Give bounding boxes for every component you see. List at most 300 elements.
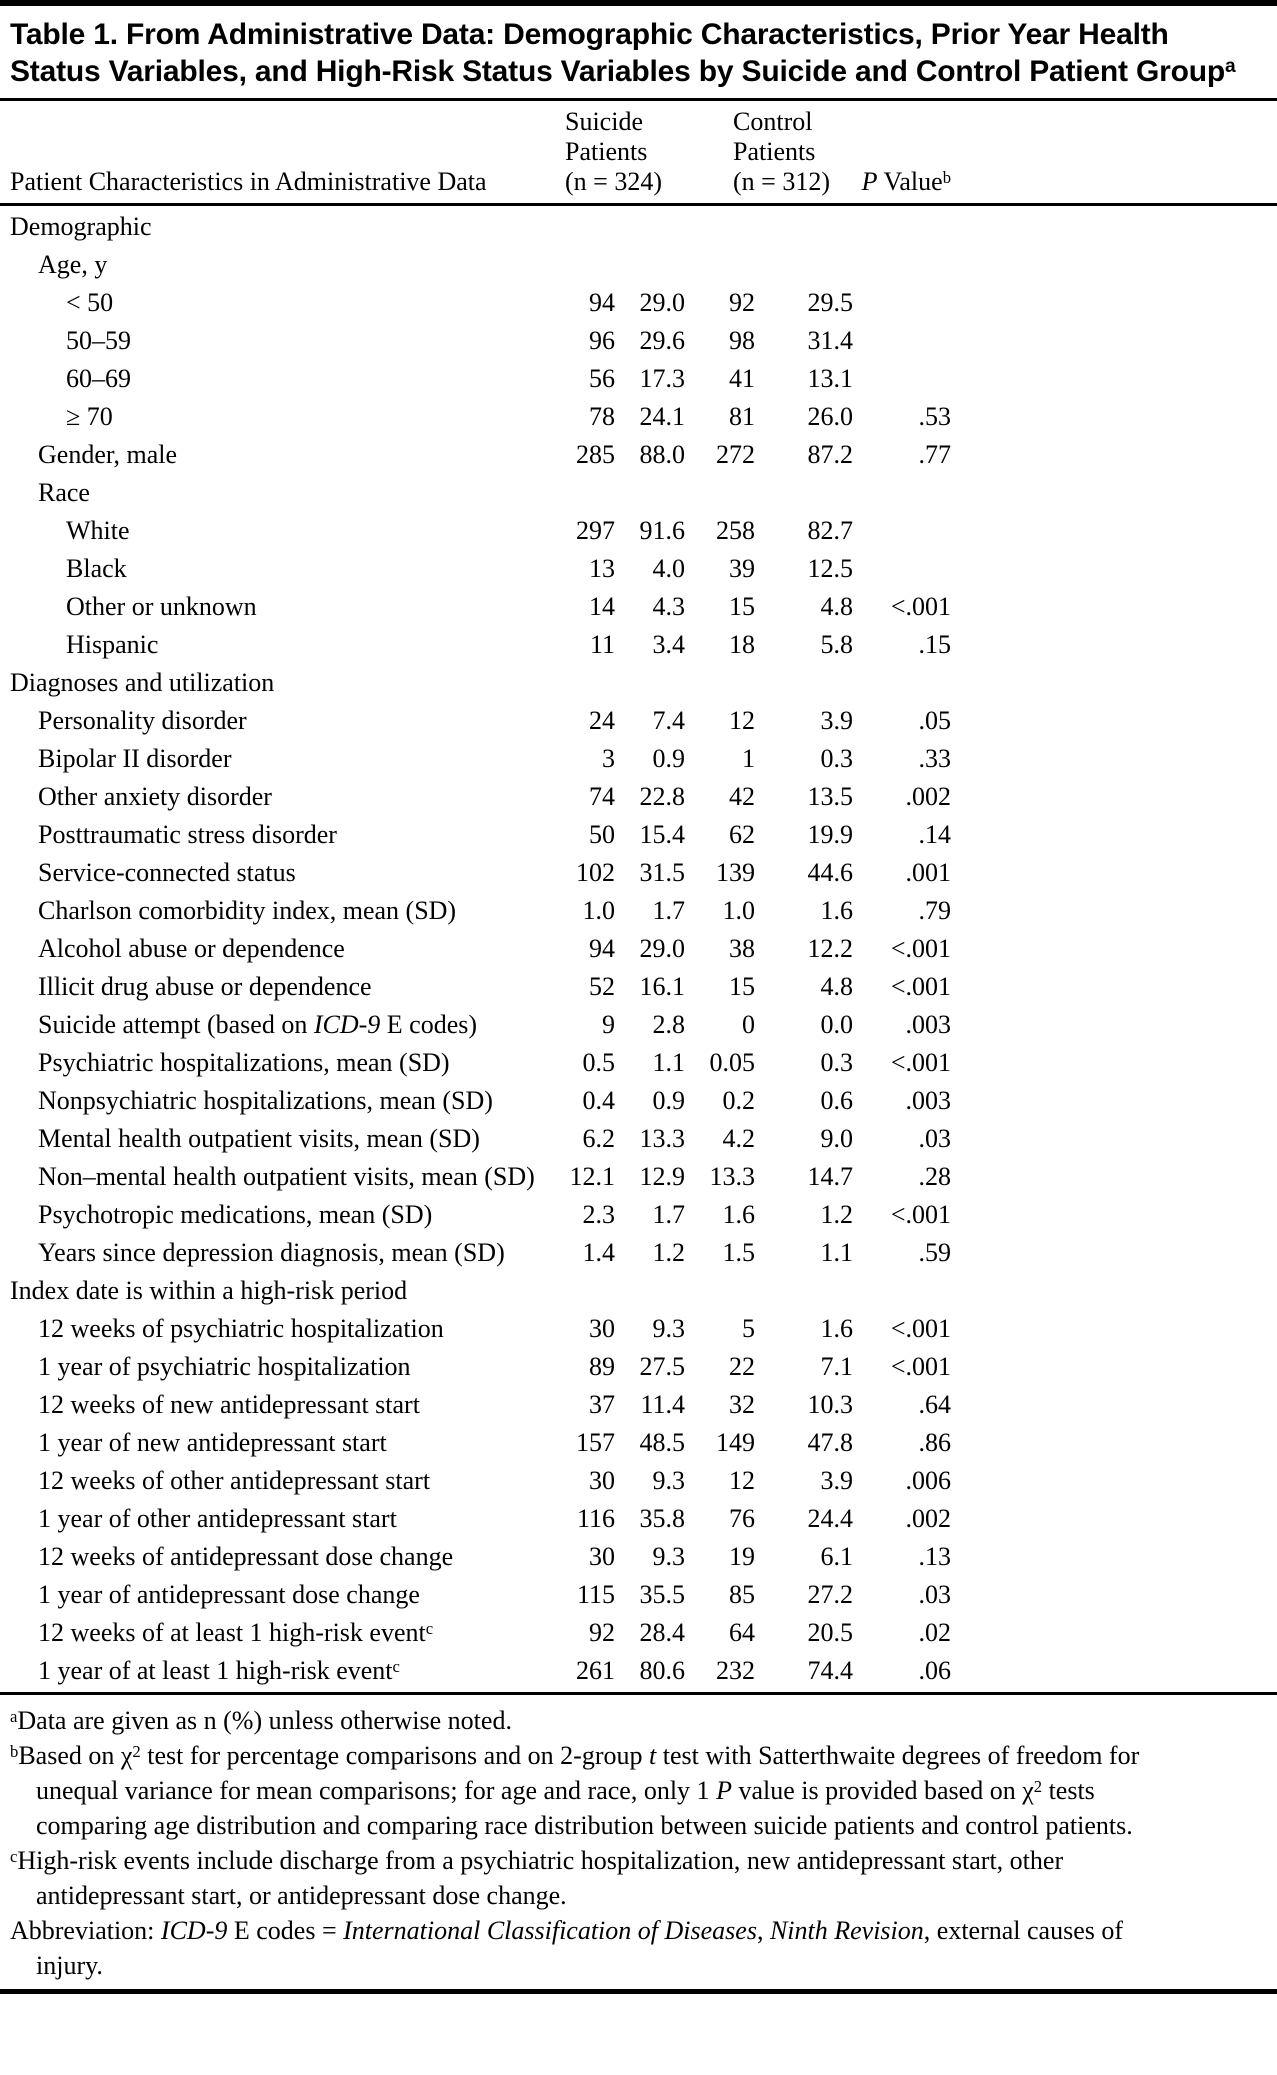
text: E codes): [380, 1010, 478, 1039]
table-row: [10, 930, 1267, 968]
row-label: [10, 854, 565, 892]
table-row: [10, 436, 1267, 474]
table-row: [10, 1006, 1267, 1044]
row-label: [10, 1196, 565, 1234]
cell-value: 27.2: [807, 1580, 853, 1609]
cell-value: 297: [576, 516, 615, 545]
cell-value: 3: [602, 744, 615, 773]
cell-value: <.001: [890, 592, 951, 621]
text: Psychotropic medications, mean (SD): [38, 1200, 433, 1229]
cell-value: 5: [742, 1314, 755, 1343]
cell-value: 26.0: [807, 402, 853, 431]
column-header-line: (n = 312): [733, 167, 830, 196]
row-label: [10, 1120, 565, 1158]
cell-value: 19: [729, 1542, 755, 1571]
row-label: [10, 1614, 565, 1652]
table-row: [10, 740, 1267, 778]
cell-value: 1.5: [722, 1238, 755, 1267]
cell-value: 31.5: [639, 858, 685, 887]
cell-value: 11.4: [640, 1390, 685, 1419]
text: Posttraumatic stress disorder: [38, 820, 337, 849]
cell-value: .86: [918, 1428, 951, 1457]
cell-value: 87.2: [807, 440, 853, 469]
cell-value: [565, 208, 615, 246]
cell-value: 3.9: [820, 1466, 853, 1495]
text: Gender, male: [38, 440, 178, 469]
cell-value: 0.6: [820, 1086, 853, 1115]
cell-value: 82.7: [807, 516, 853, 545]
table-row: [10, 816, 1267, 854]
cell-value: 6.1: [820, 1542, 853, 1571]
cell-value: 139: [716, 858, 755, 887]
cell-value: [853, 512, 951, 550]
cell-value: .64: [918, 1390, 951, 1419]
table-row: [10, 1424, 1267, 1462]
cell-value: 42: [729, 782, 755, 811]
row-label: [10, 702, 565, 740]
cell-value: [615, 208, 685, 246]
cell-value: 9.3: [652, 1466, 685, 1495]
cell-value: [685, 246, 755, 284]
text: High-risk events include discharge from a psychiatric hospitalization, new antidepressant start, other antidepressant start, or antidepressant dose change.: [17, 1846, 1064, 1910]
row-label: [10, 816, 565, 854]
row-label: [10, 1044, 565, 1082]
table-row: [10, 284, 1267, 322]
cell-value: 89: [589, 1352, 615, 1381]
column-header-line: Suicide: [565, 107, 643, 136]
cell-value: 0.0: [820, 1010, 853, 1039]
table-row: [10, 246, 1267, 284]
cell-value: <.001: [890, 934, 951, 963]
text: 50–59: [66, 326, 131, 355]
footnotes: [0, 1695, 1150, 1989]
cell-value: 0.2: [722, 1086, 755, 1115]
text: test with Satterthwaite degrees of freedom for unequal variance for mean comparisons; for age and race, only 1: [36, 1741, 1140, 1805]
italic-text: ICD-9: [160, 1916, 228, 1945]
cell-value: 98: [729, 326, 755, 355]
cell-value: <.001: [890, 972, 951, 1001]
table-row: [10, 778, 1267, 816]
table-row: [10, 588, 1267, 626]
row-label: [10, 1234, 565, 1272]
cell-value: 2.3: [582, 1200, 615, 1229]
table-row: [10, 208, 1267, 246]
text: 12 weeks of new antidepressant start: [38, 1390, 420, 1419]
cell-value: 15: [729, 592, 755, 621]
cell-value: 47.8: [807, 1428, 853, 1457]
cell-value: 1: [742, 744, 755, 773]
cell-value: 22.8: [639, 782, 685, 811]
row-label: [10, 360, 565, 398]
cell-value: 0.05: [709, 1048, 755, 1077]
text: Bipolar II disorder: [38, 744, 232, 773]
cell-value: .003: [905, 1086, 951, 1115]
text: 12 weeks of other antidepressant start: [38, 1466, 431, 1495]
cell-value: 17.3: [639, 364, 685, 393]
column-header-suicide: [565, 107, 685, 197]
text: ,: [756, 1916, 770, 1945]
cell-value: 1.2: [652, 1238, 685, 1267]
text: test for percentage comparisons and on 2-group: [140, 1741, 650, 1770]
row-label: [10, 968, 565, 1006]
text: Data are given as n (%) unless otherwise noted.: [17, 1706, 512, 1735]
text: ≥ 70: [66, 402, 113, 431]
cell-value: .59: [918, 1238, 951, 1267]
cell-value: [565, 474, 615, 512]
cell-value: [853, 1272, 951, 1310]
row-label: [10, 322, 565, 360]
cell-value: .15: [918, 630, 951, 659]
row-label: [10, 550, 565, 588]
italic-text: t: [649, 1741, 657, 1770]
row-label: [10, 1006, 565, 1044]
cell-value: 22: [729, 1352, 755, 1381]
table-row: [10, 360, 1267, 398]
cell-value: 14.7: [807, 1162, 853, 1191]
cell-value: 1.1: [820, 1238, 853, 1267]
text: 1 year of new antidepressant start: [38, 1428, 387, 1457]
table-row: [10, 854, 1267, 892]
text: 60–69: [66, 364, 131, 393]
row-label: [10, 1272, 565, 1310]
cell-value: 0.4: [582, 1086, 615, 1115]
cell-value: 30: [589, 1314, 615, 1343]
cell-value: 3.9: [820, 706, 853, 735]
cell-value: 1.0: [722, 896, 755, 925]
row-label: [10, 1652, 565, 1690]
cell-value: 44.6: [807, 858, 853, 887]
column-header-characteristics: Patient Characteristics in Administrative Data: [10, 167, 487, 196]
cell-value: 20.5: [807, 1618, 853, 1647]
row-label: [10, 626, 565, 664]
table-row: [10, 322, 1267, 360]
cell-value: 94: [589, 288, 615, 317]
row-label: [10, 892, 565, 930]
cell-value: [565, 1272, 615, 1310]
cell-value: 81: [729, 402, 755, 431]
row-label: [10, 1424, 565, 1462]
table-row: [10, 1310, 1267, 1348]
row-label: [10, 246, 565, 284]
text: Black: [66, 554, 127, 583]
cell-value: 15.4: [639, 820, 685, 849]
cell-value: [615, 664, 685, 702]
cell-value: 4.8: [820, 592, 853, 621]
row-label: [10, 512, 565, 550]
pvalue-footnote-marker: b: [942, 167, 951, 187]
table-row: [10, 1500, 1267, 1538]
table-row: [10, 1576, 1267, 1614]
footnote-marker: 2: [132, 1741, 141, 1761]
row-label: [10, 664, 565, 702]
cell-value: 232: [716, 1656, 755, 1685]
cell-value: 24.4: [807, 1504, 853, 1533]
cell-value: [565, 664, 615, 702]
table-header: [0, 101, 1277, 203]
footnote-marker: c: [425, 1618, 434, 1638]
cell-value: 115: [576, 1580, 615, 1609]
cell-value: .002: [905, 1504, 951, 1533]
row-label: [10, 1310, 565, 1348]
table-row: [10, 626, 1267, 664]
text: value is provided based on χ: [731, 1776, 1034, 1805]
cell-value: 12.2: [807, 934, 853, 963]
cell-value: 29.5: [807, 288, 853, 317]
cell-value: 64: [729, 1618, 755, 1647]
row-label: [10, 1158, 565, 1196]
cell-value: 12.5: [807, 554, 853, 583]
text: Hispanic: [66, 630, 159, 659]
cell-value: 1.6: [722, 1200, 755, 1229]
row-label: [10, 1386, 565, 1424]
text: Alcohol abuse or dependence: [38, 934, 345, 963]
cell-value: 13.3: [639, 1124, 685, 1153]
cell-value: .03: [918, 1124, 951, 1153]
cell-value: [685, 1272, 755, 1310]
text: Service-connected status: [38, 858, 296, 887]
cell-value: 76: [729, 1504, 755, 1533]
text: 12 weeks of psychiatric hospitalization: [38, 1314, 444, 1343]
cell-value: 19.9: [807, 820, 853, 849]
cell-value: 14: [589, 592, 615, 621]
table-row: [10, 664, 1267, 702]
cell-value: 149: [716, 1428, 755, 1457]
cell-value: 13: [589, 554, 615, 583]
cell-value: 94: [589, 934, 615, 963]
footnote-marker: a: [10, 1706, 18, 1726]
cell-value: 102: [576, 858, 615, 887]
cell-value: 258: [716, 516, 755, 545]
cell-value: 52: [589, 972, 615, 1001]
footnote: [10, 1703, 1140, 1738]
cell-value: .006: [905, 1466, 951, 1495]
text: Age, y: [38, 250, 108, 279]
cell-value: <.001: [890, 1314, 951, 1343]
table-row: [10, 474, 1267, 512]
table-row: [10, 1234, 1267, 1272]
cell-value: 96: [589, 326, 615, 355]
cell-value: 4.0: [652, 554, 685, 583]
text: Non–mental health outpatient visits, mean (SD): [38, 1162, 535, 1191]
cell-value: 10.3: [807, 1390, 853, 1419]
cell-value: 157: [576, 1428, 615, 1457]
cell-value: 29.0: [639, 934, 685, 963]
cell-value: 116: [576, 1504, 615, 1533]
footnote-marker: b: [10, 1741, 19, 1761]
pvalue-italic-p: P: [861, 167, 878, 196]
text: , external causes of injury.: [36, 1916, 1124, 1980]
cell-value: 39: [729, 554, 755, 583]
cell-value: [853, 550, 951, 588]
cell-value: 4.2: [722, 1124, 755, 1153]
table-row: [10, 1196, 1267, 1234]
row-label: [10, 1348, 565, 1386]
cell-value: 0.5: [582, 1048, 615, 1077]
cell-value: 13.1: [807, 364, 853, 393]
cell-value: .28: [918, 1162, 951, 1191]
cell-value: .001: [905, 858, 951, 887]
cell-value: 0: [742, 1010, 755, 1039]
cell-value: 4.8: [820, 972, 853, 1001]
text: Index date is within a high-risk period: [10, 1276, 408, 1305]
pvalue-label: Value: [877, 167, 943, 196]
cell-value: 88.0: [639, 440, 685, 469]
table-title-text: Table 1. From Administrative Data: Demographic Characteristics, Prior Year Health Status Variables, and High-Risk Status Variables by Suicide and Control Patient Group: [10, 18, 1225, 88]
cell-value: [853, 322, 951, 360]
footnote-marker: c: [10, 1846, 18, 1866]
text: Suicide attempt (based on: [38, 1010, 314, 1039]
table-row: [10, 1082, 1267, 1120]
cell-value: [755, 246, 853, 284]
cell-value: 285: [576, 440, 615, 469]
cell-value: 9.0: [820, 1124, 853, 1153]
cell-value: 92: [589, 1618, 615, 1647]
column-header-line: (n = 324): [565, 167, 662, 196]
italic-text: International Classification of Diseases: [343, 1916, 757, 1945]
cell-value: 11: [589, 630, 615, 659]
table-title: [0, 6, 1250, 98]
italic-text: P: [716, 1776, 732, 1805]
cell-value: 13.3: [709, 1162, 755, 1191]
column-header-line: Patients: [733, 137, 816, 166]
cell-value: 62: [729, 820, 755, 849]
text: Demographic: [10, 212, 152, 241]
table-row: [10, 1272, 1267, 1310]
row-label: [10, 1576, 565, 1614]
table-row: [10, 512, 1267, 550]
text: Other anxiety disorder: [38, 782, 272, 811]
cell-value: 74: [589, 782, 615, 811]
cell-value: .02: [918, 1618, 951, 1647]
bottom-rule: [0, 1989, 1277, 1994]
cell-value: 32: [729, 1390, 755, 1419]
row-label: [10, 1538, 565, 1576]
text: Years since depression diagnosis, mean (SD): [38, 1238, 505, 1267]
cell-value: 41: [729, 364, 755, 393]
cell-value: 0.9: [652, 1086, 685, 1115]
text: Diagnoses and utilization: [10, 668, 275, 697]
row-label: [10, 474, 565, 512]
text: Other or unknown: [66, 592, 257, 621]
cell-value: 1.4: [582, 1238, 615, 1267]
cell-value: [853, 360, 951, 398]
cell-value: .05: [918, 706, 951, 735]
cell-value: 5.8: [820, 630, 853, 659]
table-row: [10, 1348, 1267, 1386]
text: Psychiatric hospitalizations, mean (SD): [38, 1048, 450, 1077]
cell-value: 2.8: [652, 1010, 685, 1039]
text: Charlson comorbidity index, mean (SD): [38, 896, 457, 925]
cell-value: 27.5: [639, 1352, 685, 1381]
cell-value: [853, 246, 951, 284]
cell-value: 1.6: [820, 1314, 853, 1343]
table-row: [10, 1158, 1267, 1196]
cell-value: [615, 1272, 685, 1310]
text: Abbreviation:: [10, 1916, 161, 1945]
cell-value: 4.3: [652, 592, 685, 621]
text: tests comparing age distribution and comparing race distribution between suicide patients and control patients.: [36, 1776, 1133, 1840]
cell-value: 6.2: [582, 1124, 615, 1153]
text: E codes =: [227, 1916, 344, 1945]
cell-value: .002: [905, 782, 951, 811]
row-label: [10, 740, 565, 778]
table-row: [10, 1120, 1267, 1158]
cell-value: 24: [589, 706, 615, 735]
cell-value: [853, 284, 951, 322]
text: 12 weeks of antidepressant dose change: [38, 1542, 454, 1571]
cell-value: [853, 208, 951, 246]
cell-value: 35.5: [639, 1580, 685, 1609]
cell-value: 29.0: [639, 288, 685, 317]
footnote: [10, 1913, 1140, 1983]
row-label: [10, 1500, 565, 1538]
text: White: [66, 516, 130, 545]
cell-value: [853, 664, 951, 702]
table-row: [10, 1614, 1267, 1652]
cell-value: 1.7: [652, 1200, 685, 1229]
cell-value: .03: [918, 1580, 951, 1609]
cell-value: 74.4: [807, 1656, 853, 1685]
cell-value: [685, 474, 755, 512]
row-label: [10, 284, 565, 322]
footnote: [10, 1843, 1140, 1913]
row-label: [10, 436, 565, 474]
cell-value: [565, 246, 615, 284]
cell-value: 56: [589, 364, 615, 393]
cell-value: 48.5: [639, 1428, 685, 1457]
row-label: [10, 1462, 565, 1500]
cell-value: 30: [589, 1466, 615, 1495]
text: Personality disorder: [38, 706, 247, 735]
cell-value: 13.5: [807, 782, 853, 811]
cell-value: 28.4: [639, 1618, 685, 1647]
table-body: [0, 206, 1277, 1692]
row-label: [10, 588, 565, 626]
text: Mental health outpatient visits, mean (SD): [38, 1124, 480, 1153]
cell-value: 35.8: [639, 1504, 685, 1533]
cell-value: .33: [918, 744, 951, 773]
cell-value: 1.7: [652, 896, 685, 925]
cell-value: [755, 664, 853, 702]
table-row: [10, 1538, 1267, 1576]
cell-value: .06: [918, 1656, 951, 1685]
text: Based on χ: [18, 1741, 133, 1770]
cell-value: 38: [729, 934, 755, 963]
cell-value: 9.3: [652, 1542, 685, 1571]
text: Race: [38, 478, 90, 507]
row-label: [10, 1082, 565, 1120]
table-row: [10, 892, 1267, 930]
text: 1 year of other antidepressant start: [38, 1504, 397, 1533]
cell-value: 1.2: [820, 1200, 853, 1229]
cell-value: [755, 1272, 853, 1310]
footnote-marker: 2: [1033, 1776, 1043, 1796]
table-row: [10, 1462, 1267, 1500]
cell-value: 12.9: [639, 1162, 685, 1191]
table-title-footnote-marker: a: [1224, 56, 1236, 78]
cell-value: 24.1: [639, 402, 685, 431]
cell-value: 30: [589, 1542, 615, 1571]
table-row: [10, 1652, 1267, 1690]
cell-value: 85: [729, 1580, 755, 1609]
cell-value: 7.4: [652, 706, 685, 735]
cell-value: 18: [729, 630, 755, 659]
cell-value: 0.9: [652, 744, 685, 773]
cell-value: 80.6: [639, 1656, 685, 1685]
cell-value: 78: [589, 402, 615, 431]
cell-value: 12.1: [569, 1162, 615, 1191]
row-label: [10, 930, 565, 968]
